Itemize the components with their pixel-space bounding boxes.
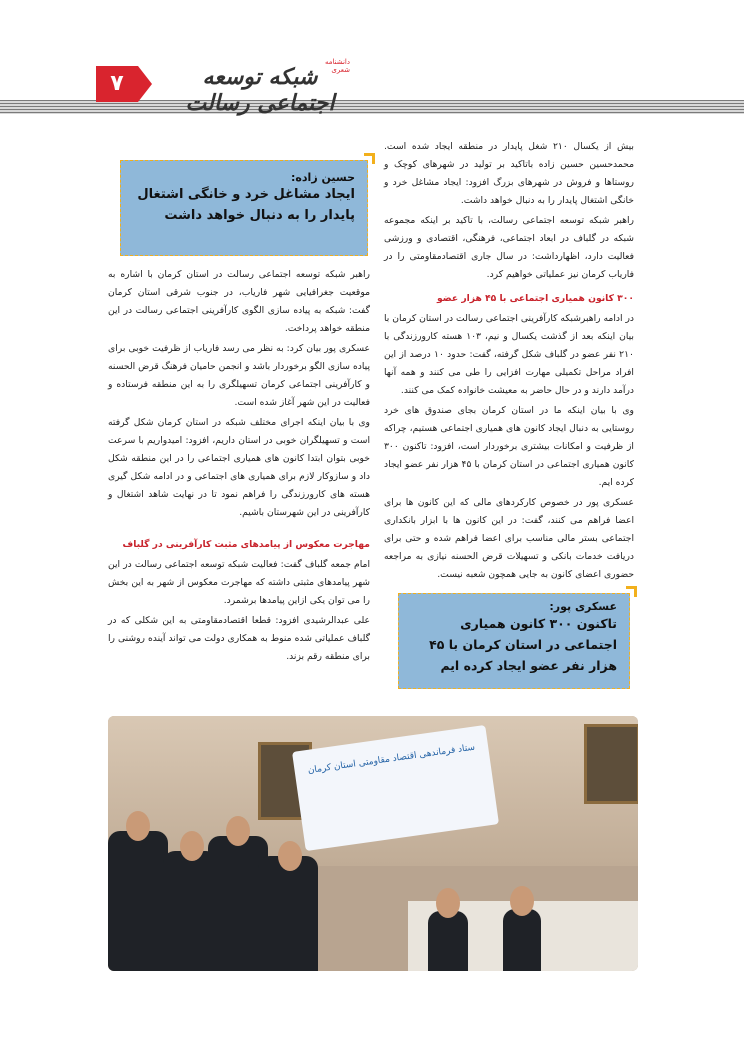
magazine-logo <box>170 58 350 116</box>
paragraph: وی با بیان اینکه اجرای مختلف شبکه در استان کرمان شکل گرفته است و تسهیلگران خوبی در استان داریم، افزود: امیدواریم با سرعت خوبی بتوان ابتدا کانون های همیاری اجتماعی را در این منطقه شکل داد و سازوکار لازم برای همیاری های اجتماعی و در ادامه شکل گیری هسته های کارورزندگی را فراهم نمود تا در نهایت شاهد اشتغال و کارآفرینی در این شهرستان باشیم. <box>108 417 370 518</box>
paragraph: امام جمعه گلباف گفت: فعالیت شبکه توسعه اجتماعی رسالت در این شهر پیامدهای مثبتی داشته که مهاجرت معکوس از شهر به این بخش را می توان یکی ازاین پیامدها برشمرد. <box>108 559 370 606</box>
person-silhouette <box>258 856 318 971</box>
paragraph: وی با بیان اینکه ما در استان کرمان بجای صندوق های خرد روستایی به دنبال ایجاد کانون های همیاری اجتماعی هستیم، چراکه از ظرفیت و امکانات بیشتری برخوردار است، افزود: تاکنون ۳۰۰ کانون همیاری اجتماعی در استان کرمان با ۴۵ هزار نفر عضو ایجاد کرده ایم. <box>384 405 634 488</box>
section-subheading: ۳۰۰ کانون همیاری اجتماعی با ۴۵ هزار عضو <box>437 293 634 304</box>
right-column <box>384 138 634 586</box>
paragraph: بیش از یکسال ۲۱۰ شغل پایدار در منطقه ایجاد شده است. محمدحسین حسین زاده باتاکید بر تولید در شهرهای کوچک و روستاها و فروش در شهرهای بزرگ افزود: ایجاد مشاغل خرد و خانگی اشتغال پایدار را به دنبال خواهد داشت. <box>384 141 634 206</box>
paragraph: عسکری پور بیان کرد: به نظر می رسد فاریاب از ظرفیت خوبی برای پیاده سازی الگو برخوردار باشد و انجمن حامیان فرهنگ قرض الحسنه و کارآفرینی اجتماعی کرمان تسهیلگری را به این منطقه فرستاده و فعالیت در این شهر آغاز شده است. <box>108 343 370 408</box>
person-head <box>226 816 250 846</box>
logo-title: شبکه توسعه اجتماعی رسالت <box>185 64 335 116</box>
person-silhouette <box>503 909 541 971</box>
meeting-banner: ستاد فرماندهی اقتصاد مقاومتی استان کرمان <box>292 725 499 851</box>
section-subheading: مهاجرت معکوس از پیامدهای مثبت کارآفرینی در گلباف <box>122 539 370 550</box>
pull-quote-hosseinzadeh <box>120 160 368 256</box>
page-header <box>0 0 744 125</box>
logo-subtitle: دانشنامه شعری <box>324 58 350 74</box>
person-head <box>278 841 302 871</box>
paragraph: راهبر شبکه توسعه اجتماعی رسالت، با تاکید بر اینکه مجموعه شبکه در گلباف در ابعاد اجتماعی، فرهنگی، اقتصادی و ورزشی فعالیت دارد، اظهارداشت: در سال جاری اقتصادمقاومتی را در فاریاب کرمان نیز عملیاتی خواهیم کرد. <box>384 215 634 280</box>
person-head <box>510 886 534 916</box>
quote-name: حسین زاده: <box>291 171 355 184</box>
person-silhouette <box>108 831 168 971</box>
left-column <box>108 266 370 668</box>
paragraph: راهبر شبکه توسعه اجتماعی رسالت در استان کرمان با اشاره به موقعیت جغرافیایی شهر فاریاب، در جنوب شرقی استان کرمان گفت: شبکه به پیاده سازی الگوی کارآفرینی اجتماعی رسالت در این منطقه خواهد پرداخت. <box>108 269 370 334</box>
person-head <box>436 888 460 918</box>
paragraph: علی عبدالرشیدی افزود: قطعا اقتصادمقاومتی به این شکلی که در گلباف عملیاتی شده منوط به همکاری دولت می تواند آینده روشنی را برای منطقه رقم بزند. <box>108 615 370 662</box>
quote-name: عسکری پور: <box>549 600 617 613</box>
portrait-frame-right <box>584 724 638 804</box>
quote-text: ایجاد مشاغل خرد و خانگی اشتغال پایدار را به دنبال خواهد داشت <box>137 187 355 223</box>
quote-text: تاکنون ۳۰۰ کانون همیاری اجتماعی در استان کرمان با ۴۵ هزار نفر عضو ایجاد کرده ایم <box>429 616 617 673</box>
meeting-photo <box>108 716 638 971</box>
paragraph: عسکری پور در خصوص کارکردهای مالی که این کانون ها برای اعضا فراهم می کنند، گفت: در این کانون ها با ابزار بانکداری اجتماعی بستر مالی مناسب برای اعضا فراهم شده و حتی برای دریافت خدمات بانکی و تسهیلات قرض الحسنه نیازی به مراجعه حضوری اعضای کانون به جایی همچون شعبه نیست. <box>384 497 634 580</box>
person-head <box>126 811 150 841</box>
header-stripes <box>0 100 744 114</box>
person-head <box>180 831 204 861</box>
person-silhouette <box>428 911 468 971</box>
paragraph: در ادامه راهبرشبکه کارآفرینی اجتماعی رسالت در استان کرمان با بیان اینکه بعد از گذشت یکسال و نیم، ۱۰۳ هسته کارورزندگی با ۲۱۰ نفر عضو در گلباف شکل گرفته، گفت: حدود ۱۰ درصد از این افراد مراحل تکمیلی مهارت افزایی را طی می کنند و همه آنها درآمد دارند و در حال حاضر به معیشت خانواده کمک می کنند. <box>384 313 634 396</box>
page-number: ۷ <box>96 66 138 102</box>
pull-quote-askaripour <box>398 593 630 689</box>
